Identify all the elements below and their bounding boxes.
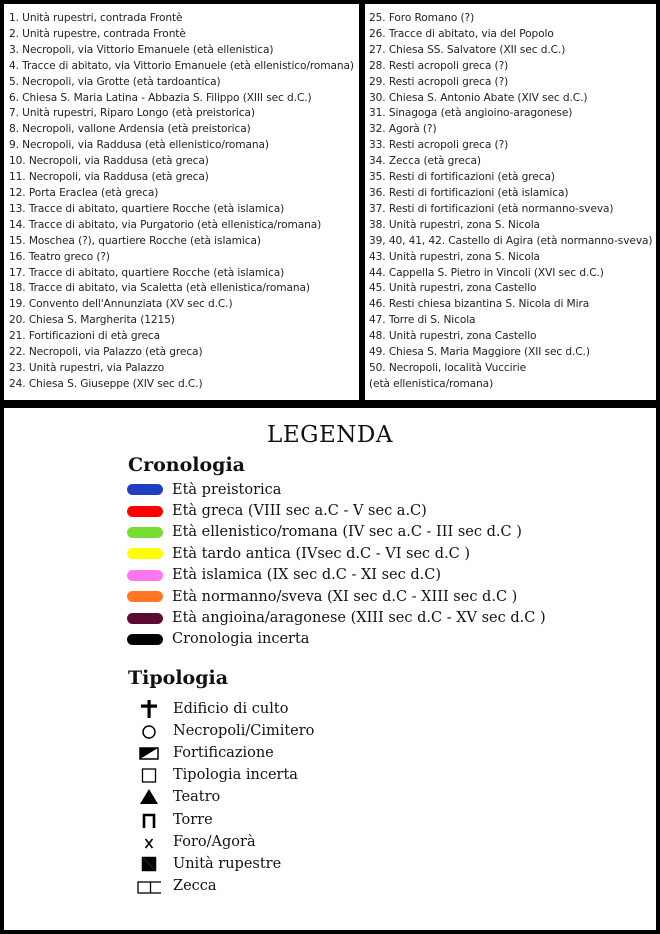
half-filled-square-icon — [137, 854, 161, 874]
list-item: 36. Resti di fortificazioni (età islamica) — [369, 186, 569, 199]
cronologia-label: Cronologia incerta — [172, 631, 310, 648]
list-item: 3. Necropoli, via Vittorio Emanuele (età ellenistica) — [9, 43, 274, 56]
tipologia-label: Fortificazione — [173, 745, 274, 762]
list-item: 31. Sinagoga (età angioino-aragonese) — [369, 107, 573, 120]
tipologia-label: Torre — [173, 811, 213, 828]
tipologia-label: Foro/Agorà — [173, 833, 256, 850]
site-list-left — [9, 11, 359, 393]
tipologia-item — [137, 853, 314, 875]
cronologia-item — [127, 565, 546, 586]
list-item: 45. Unità rupestri, zona Castello — [369, 282, 537, 295]
cronologia-title: Cronologia — [128, 454, 245, 476]
list-item: 10. Necropoli, via Raddusa (età greca) — [9, 155, 209, 168]
list-item: 27. Chiesa SS. Salvatore (XII sec d.C.) — [369, 43, 566, 56]
list-item: 1. Unità rupestri, contrada Frontè — [9, 12, 183, 24]
cronologia-item — [127, 543, 546, 564]
cronologia-label: Età greca (VIII sec a.C - V sec a.C) — [172, 503, 427, 520]
list-item: 23. Unità rupestri, via Palazzo — [9, 361, 165, 374]
color-swatch — [127, 613, 163, 624]
list-item: 25. Foro Romano (?) — [369, 12, 475, 24]
list-item: 18. Tracce di abitato, via Scaletta (età ellenistica/romana) — [9, 282, 310, 295]
list-item: 19. Convento dell'Annunziata (XV sec d.C.) — [9, 298, 233, 311]
list-item: 5. Necropoli, via Grotte (età tardoantica) — [9, 75, 221, 88]
cronologia-item — [127, 629, 546, 650]
tipologia-item — [137, 808, 314, 830]
tipologia-label: Necropoli/Cimitero — [173, 723, 315, 740]
list-item: 38. Unità rupestri, zona S. Nicola — [369, 218, 540, 231]
cronologia-item — [127, 500, 546, 521]
list-item: 20. Chiesa S. Margherita (1215) — [9, 314, 175, 327]
list-item: 21. Fortificazioni di età greca — [9, 330, 161, 343]
list-item: 11. Necropoli, via Raddusa (età greca) — [9, 171, 209, 184]
tipologia-item — [137, 786, 314, 808]
empty-square-icon — [137, 765, 161, 785]
tipologia-item — [137, 742, 314, 764]
tipologia-item — [137, 875, 314, 897]
list-item: 24. Chiesa S. Giuseppe (XIV sec d.C.) — [9, 377, 203, 390]
cronologia-item — [127, 586, 546, 607]
cronologia-label: Età ellenistico/romana (IV sec a.C - III sec d.C ) — [172, 524, 522, 541]
list-item: (età ellenistica/romana) — [369, 377, 494, 390]
list-item: 48. Unità rupestri, zona Castello — [369, 330, 537, 343]
list-item: 44. Cappella S. Pietro in Vincoli (XVI sec d.C.) — [369, 266, 604, 279]
cronologia-item — [127, 522, 546, 543]
tipologia-label: Edificio di culto — [173, 701, 289, 718]
site-list-right-panel — [365, 4, 656, 400]
list-item: 43. Unità rupestri, zona S. Nicola — [369, 250, 540, 263]
list-item: 32. Agorà (?) — [369, 123, 437, 136]
list-item: 29. Resti acropoli greca (?) — [369, 75, 509, 88]
tipologia-label: Unità rupestre — [173, 855, 282, 872]
tipologia-item — [137, 720, 314, 742]
x-icon — [137, 832, 161, 852]
list-item: 22. Necropoli, via Palazzo (età greca) — [9, 346, 203, 359]
tipologia-item — [137, 698, 314, 720]
cronologia-label: Età angioina/aragonese (XIII sec d.C - XV sec d.C ) — [172, 610, 546, 627]
tipologia-label: Teatro — [173, 789, 221, 806]
tipologia-list — [137, 698, 314, 897]
half-filled-rectangle-icon — [137, 743, 161, 763]
list-item: 12. Porta Eraclea (età greca) — [9, 186, 159, 199]
list-item: 17. Tracce di abitato, quartiere Rocche (età islamica) — [9, 266, 285, 279]
list-item: 50. Necropoli, località Vuccirie — [369, 361, 527, 374]
color-swatch — [127, 634, 163, 645]
cronologia-label: Età tardo antica (IVsec d.C - VI sec d.C ) — [172, 545, 471, 562]
list-item: 6. Chiesa S. Maria Latina - Abbazia S. Filippo (XIII sec d.C.) — [9, 91, 312, 104]
triangle-icon — [137, 787, 161, 807]
list-item: 34. Zecca (età greca) — [369, 155, 481, 168]
list-item: 4. Tracce di abitato, via Vittorio Emanuele (età ellenistico/romana) — [9, 59, 354, 72]
legend-panel — [4, 408, 656, 930]
site-list-right — [369, 11, 656, 393]
list-item: 33. Resti acropoli greca (?) — [369, 139, 509, 152]
list-item: 9. Necropoli, via Raddusa (età ellenistico/romana) — [9, 139, 269, 152]
cronologia-label: Età normanno/sveva (XI sec d.C - XIII sec d.C ) — [172, 588, 518, 605]
cronologia-item — [127, 479, 546, 500]
list-item: 26. Tracce di abitato, via del Popolo — [369, 27, 554, 40]
list-item: 14. Tracce di abitato, via Purgatorio (età ellenistica/romana) — [9, 218, 322, 231]
list-item: 13. Tracce di abitato, quartiere Rocche (età islamica) — [9, 202, 285, 215]
list-item: 46. Resti chiesa bizantina S. Nicola di Mira — [369, 298, 590, 311]
list-item: 35. Resti di fortificazioni (età greca) — [369, 171, 555, 184]
list-item: 39, 40, 41, 42. Castello di Agira (età normanno-sveva) — [369, 234, 653, 247]
list-item: 15. Moschea (?), quartiere Rocche (età islamica) — [9, 234, 261, 247]
site-list-left-panel — [4, 4, 359, 400]
circle-icon — [137, 721, 161, 741]
list-item: 2. Unità rupestre, contrada Frontè — [9, 27, 186, 40]
tipologia-title: Tipologia — [128, 667, 229, 689]
list-item: 16. Teatro greco (?) — [9, 250, 110, 263]
tipologia-item — [137, 831, 314, 853]
double-rectangle-icon — [137, 876, 161, 896]
color-swatch — [127, 548, 163, 559]
list-item: 7. Unità rupestri, Riparo Longo (età preistorica) — [9, 107, 255, 120]
list-item: 37. Resti di fortificazioni (età normanno-sveva) — [369, 202, 614, 215]
color-swatch — [127, 484, 163, 495]
cronologia-item — [127, 607, 546, 628]
list-item: 49. Chiesa S. Maria Maggiore (XII sec d.C.) — [369, 346, 590, 359]
color-swatch — [127, 527, 163, 538]
cross-icon — [137, 699, 161, 719]
legend-title: LEGENDA — [267, 422, 393, 448]
color-swatch — [127, 570, 163, 581]
tipologia-item — [137, 764, 314, 786]
cronologia-label: Età preistorica — [172, 481, 282, 498]
list-item: 8. Necropoli, vallone Ardensia (età preistorica) — [9, 123, 251, 136]
tower-icon — [137, 810, 161, 830]
cronologia-list — [127, 479, 546, 650]
list-item: 30. Chiesa S. Antonio Abate (XIV sec d.C.) — [369, 91, 588, 104]
list-item: 28. Resti acropoli greca (?) — [369, 59, 509, 72]
tipologia-label: Zecca — [173, 877, 217, 894]
list-item: 47. Torre di S. Nicola — [369, 314, 476, 327]
color-swatch — [127, 506, 163, 517]
cronologia-label: Età islamica (IX sec d.C - XI sec d.C) — [172, 567, 442, 584]
color-swatch — [127, 591, 163, 602]
tipologia-label: Tipologia incerta — [173, 767, 298, 784]
